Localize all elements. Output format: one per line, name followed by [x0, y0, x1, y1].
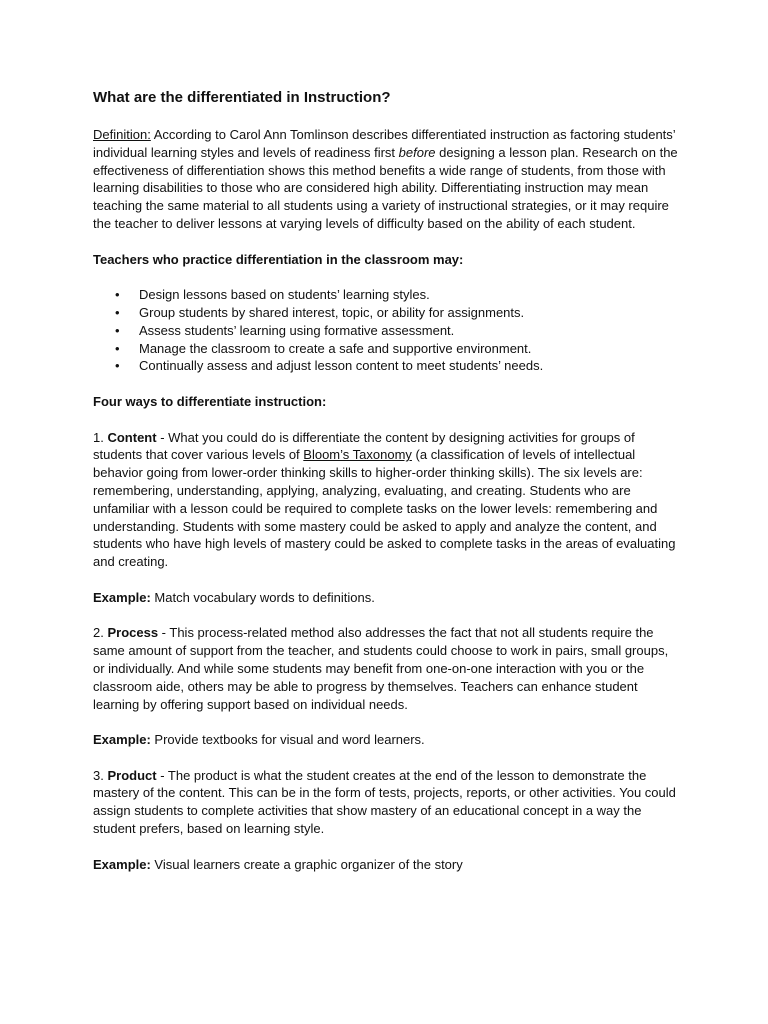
content-number: 1. — [93, 429, 108, 445]
definition-text-before: According to Carol Ann Tomlinson describes differentiated instruction as factoring students’ individual learning styles and levels of readiness first — [93, 127, 676, 160]
process-number: 2. — [93, 625, 108, 641]
example-2-text: Provide textbooks for visual and word learners. — [150, 732, 425, 748]
example-1-text: Match vocabulary words to definitions. — [150, 589, 375, 605]
practice-list — [93, 286, 683, 375]
process-paragraph — [93, 624, 683, 713]
content-text-after: (a classification of levels of intellectual behavior going from lower-order thinking skills to higher-order thinking skills). The six levels are: remembering, understanding, applying, analyzing, evaluating, and creating. Students who are unfamiliar with a lesson could be required to complete tasks on the lower levels: remembering and understanding. Students with some mastery could be asked to apply and analyze the content, and students who have high levels of mastery could be asked to complete tasks in the areas of evaluating and creating. — [93, 447, 676, 570]
product-paragraph — [93, 767, 683, 838]
process-label: Process — [107, 625, 159, 641]
example-3 — [93, 856, 683, 874]
content-text-before: - What you could do is differentiate the content by designing activities for groups of students that cover various levels of — [93, 429, 635, 463]
practice-heading: Teachers who practice differentiation in the classroom may: — [93, 251, 464, 267]
process-text: - This process-related method also addresses the fact that not all students require the same amount of support from the teacher, and students could choose to work in pairs, small groups, or individually. And while some students may benefit from one-on-one interaction with you or the classroom aide, others may be able to progress by themselves. Teachers can enhance student learning by offering support based on individual needs. — [93, 625, 669, 712]
example-label: Example: — [93, 732, 151, 748]
ways-heading: Four ways to differentiate instruction: — [93, 393, 327, 409]
bullet-icon: • — [115, 358, 120, 374]
product-number: 3. — [93, 767, 108, 783]
document-title: What are the differentiated in Instruction? — [93, 89, 391, 106]
list-item — [93, 286, 683, 304]
definition-paragraph — [93, 126, 683, 233]
list-item-text: Assess students’ learning using formative assessment. — [139, 322, 455, 338]
list-item — [93, 322, 683, 340]
list-item — [93, 357, 683, 375]
product-text: - The product is what the student creates at the end of the lesson to demonstrate the mastery of the content. This can be in the form of tests, projects, reports, or other activities. You could assign students to complete activities that show mastery of an educational concept in a way the student prefers, based on learning style. — [93, 767, 676, 837]
example-label: Example: — [93, 856, 151, 872]
example-label: Example: — [93, 589, 151, 605]
example-1 — [93, 589, 683, 607]
bullet-icon: • — [115, 322, 120, 338]
example-3-text: Visual learners create a graphic organizer of the story — [150, 856, 463, 872]
content-paragraph — [93, 429, 683, 571]
bullet-icon: • — [115, 287, 120, 303]
bullet-icon: • — [115, 340, 120, 356]
list-item — [93, 304, 683, 322]
content-label: Content — [107, 429, 157, 445]
document-page — [93, 88, 683, 891]
bullet-icon: • — [115, 304, 120, 320]
list-item-text: Manage the classroom to create a safe and supportive environment. — [139, 340, 532, 356]
blooms-taxonomy-link[interactable]: Bloom’s Taxonomy — [303, 447, 412, 463]
definition-label: Definition: — [93, 127, 151, 142]
list-item-text: Continually assess and adjust lesson content to meet students’ needs. — [139, 358, 544, 374]
list-item-text: Design lessons based on students’ learning styles. — [139, 287, 430, 303]
definition-emphasis: before — [398, 144, 436, 160]
product-label: Product — [107, 767, 157, 783]
definition-text-after: designing a lesson plan. Research on the effectiveness of differentiation shows this method benefits a wide range of students, from those with learning disabilities to those who are considered high ability. Differentiating instruction may mean teaching the same material to all students using a variety of instructional strategies, or it may require the teacher to deliver lessons at varying levels of difficulty based on the ability of each student. — [93, 144, 678, 231]
example-2 — [93, 731, 683, 749]
list-item — [93, 340, 683, 358]
list-item-text: Group students by shared interest, topic, or ability for assignments. — [139, 304, 525, 320]
